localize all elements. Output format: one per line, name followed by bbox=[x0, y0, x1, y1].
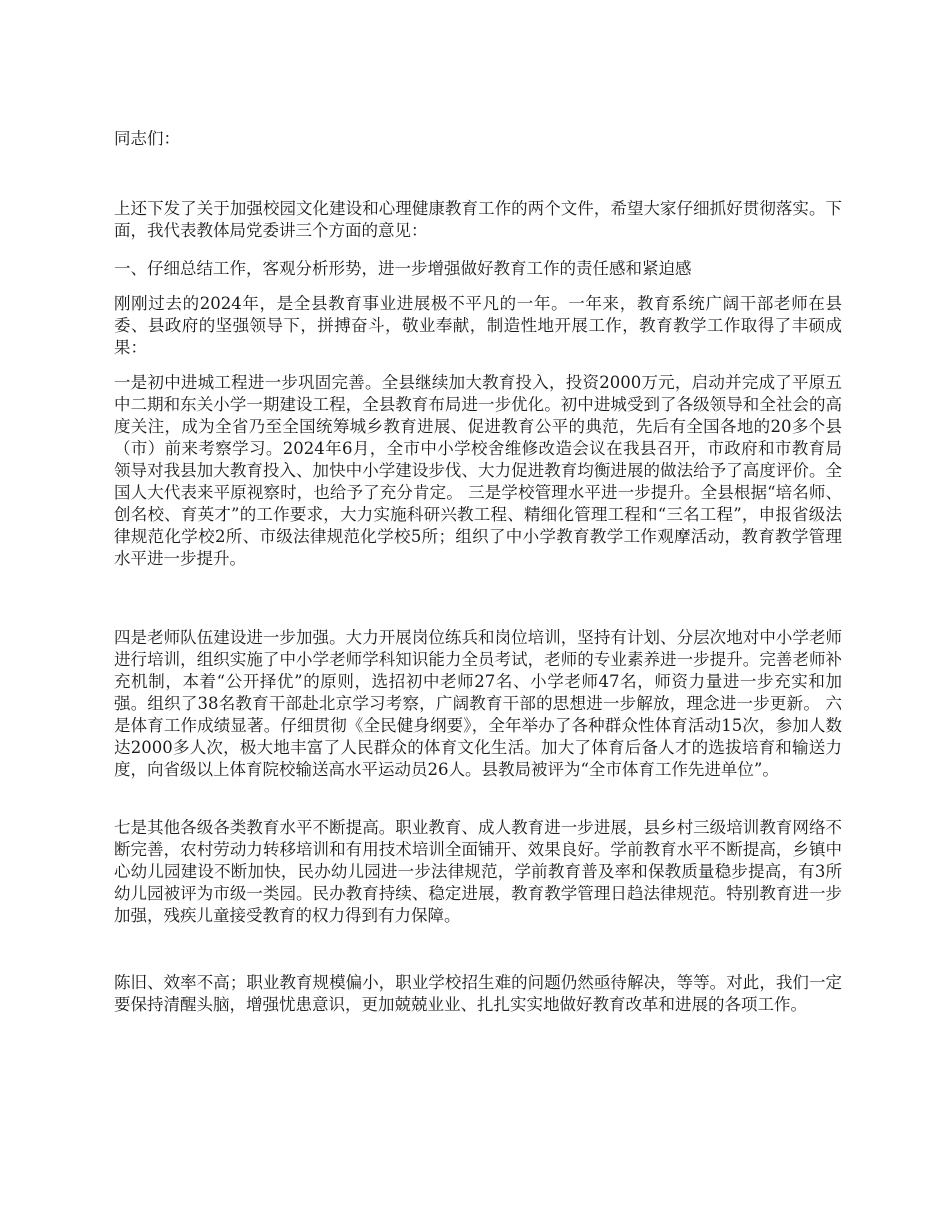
achievement-paragraph-3: 七是其他各级各类教育水平不断提高。职业教育、成人教育进一步进展，县乡村三级培训教育网络不断完善，农村劳动力转移培训和有用技术培训全面铺开、效果良好。学前教育水平不断提高，乡镇中心幼儿园建设不断加快，民办幼儿园进一步法律规范，学前教育普及率和保教质量稳步提高，有3所幼儿园被评为市级一类园。民办教育持续、稳定进展，教育教学管理日趋法律规范。特别教育进一步加强，残疾儿童接受教育的权力得到有力保障。 bbox=[114, 818, 842, 925]
intro-paragraph: 上还下发了关于加强校园文化建设和心理健康教育工作的两个文件，希望大家仔细抓好贯彻落实。下面，我代表教体局党委讲三个方面的意见： bbox=[114, 199, 842, 240]
salutation: 同志们： bbox=[114, 129, 180, 148]
summary-paragraph: 刚刚过去的2024年，是全县教育事业进展极不平凡的一年。一年来，教育系统广阔干部老师在县委、县政府的坚强领导下，拼搏奋斗，敬业奉献，制造性地开展工作，教育教学工作取得了丰硕成果： bbox=[114, 294, 842, 357]
achievement-paragraph-1: 一是初中进城工程进一步巩固完善。全县继续加大教育投入，投资2000万元，启动并完成了平原五中二期和东关小学一期建设工程，全县教育布局进一步优化。初中进城受到了各级领导和全社会的高度关注，成为全省乃至全国统筹城乡教育进展、促进教育公平的典范，先后有全国各地的20多个县（市）前来考察学习。2024年6月，全市中小学校舍维修改造会议在我县召开，市政府和市教育局领导对我县加大教育投入、加快中小学建设步伐、大力促进教育均衡进展的做法给予了高度评价。全国人大代表来平原视察时，也给予了充分肯定。 三是学校管理水平进一步提升。全县根据“培名师、创名校、育英才”的工作要求，大力实施科研兴教工程、精细化管理工程和“三名工程”，申报省级法律规范化学校2所、市级法律规范化学校5所；组织了中小学教育教学工作观摩活动，教育教学管理水平进一步提升。 bbox=[114, 373, 842, 568]
closing-paragraph: 陈旧、效率不高；职业教育规模偏小，职业学校招生难的问题仍然亟待解决，等等。对此，我们一定要保持清醒头脑，增强忧患意识，更加兢兢业业、扎扎实实地做好教育改革和进展的各项工作。 bbox=[114, 973, 842, 1014]
section-heading: 一、仔细总结工作，客观分析形势，进一步增强做好教育工作的责任感和紧迫感 bbox=[114, 259, 692, 278]
achievement-paragraph-2: 四是老师队伍建设进一步加强。大力开展岗位练兵和岗位培训，坚持有计划、分层次地对中小学老师进行培训，组织实施了中小学老师学科知识能力全员考试，老师的专业素养进一步提升。完善老师补充机制，本着“公开择优”的原则，选招初中老师27名、小学老师47名，师资力量进一步充实和加强。组织了38名教育干部赴北京学习考察，广阔教育干部的思想进一步解放，理念进一步更新。 六是体育工作成绩显著。仔细贯彻《全民健身纲要》，全年举办了各种群众性体育活动15次，参加人数达2000多人次，极大地丰富了人民群众的体育文化生活。加大了体育后备人才的选拔培育和输送力度，向省级以上体育院校输送高水平运动员26人。县教局被评为“全市体育工作先进单位”。 bbox=[114, 628, 842, 779]
